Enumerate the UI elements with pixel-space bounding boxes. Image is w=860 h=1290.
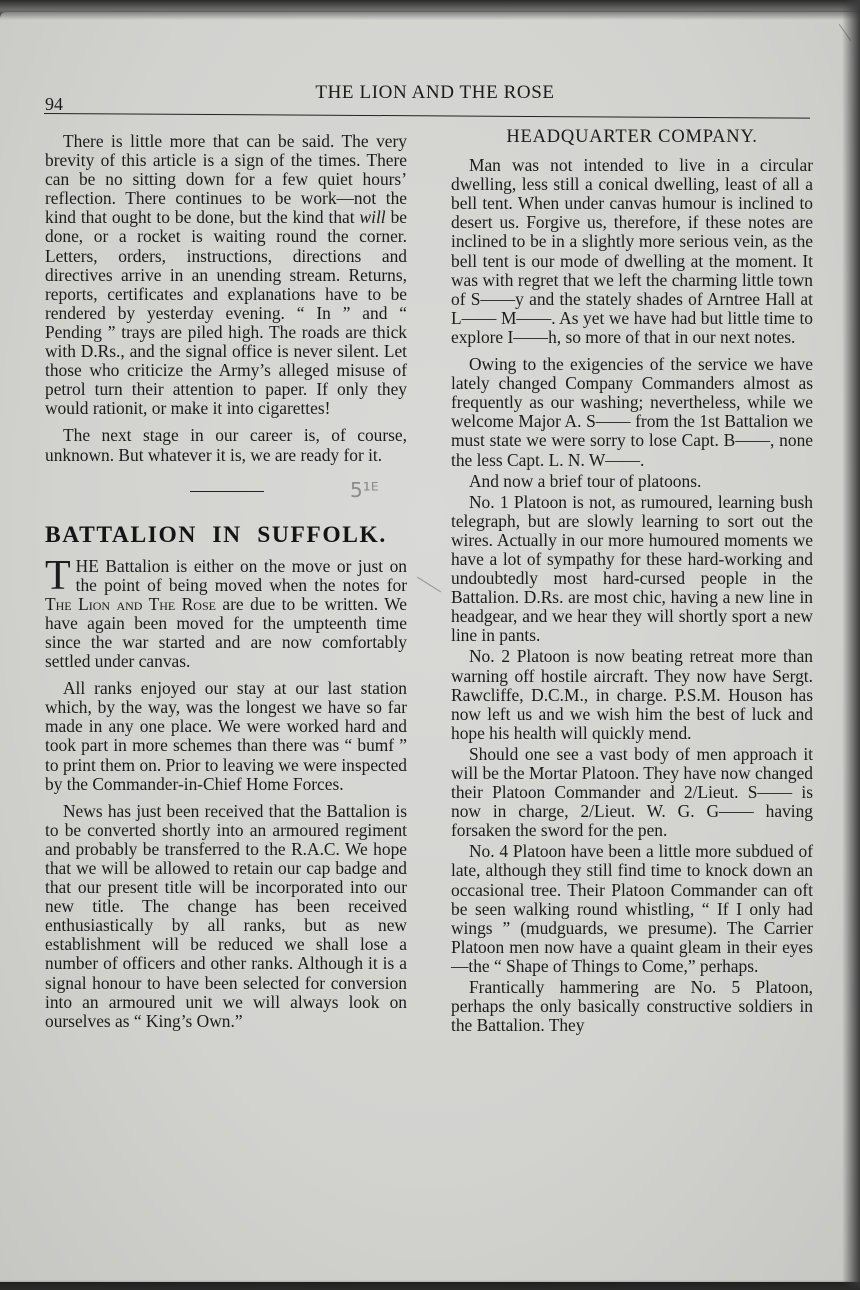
emphasis-will: will — [359, 207, 386, 228]
hq-paragraph: Owing to the exigencies of the service we have lately changed Company Commanders almost as frequently as our washing; nevertheless, while we welcome Major A. S—— from the 1st Battalion we must state we were sorry to lose Capt. B——, none the less Capt. L. N. W——. — [451, 354, 813, 470]
pencil-annotation: 5¹ᴱ — [350, 477, 379, 502]
hq-paragraph: Should one see a vast body of men approach it will be the Mortar Platoon. They have now changed their Platoon Commander and 2/Lieut. S—— is now in charge, 2/Lieut. W. G. G—— having forsaken the sword for the pen. — [451, 743, 813, 841]
hq-paragraph: Man was not intended to live in a circular dwelling, less still a conical dwelling, least of all a bell tent. When under canvas humour is inclined to desert us. Forgive us, therefore, if these notes are inclined to be in a slightly more serious vein, as the bell tent is our mode of dwelling at the moment. It was with regret that we left the charming little town of S——y and the stately shades of Arntree Hall at L—— M——. As yet we have had but little time to explore I——h, so more of that in our next notes. — [451, 155, 813, 347]
right-column — [451, 128, 813, 1035]
section-first-paragraph — [45, 552, 407, 672]
section-divider — [190, 491, 264, 492]
hq-paragraph: And now a brief tour of platoons. — [469, 470, 702, 491]
intro-text-1: There is little more that can be said. The very brevity of this article is a sign of the times. There can be no sitting down for a few quiet hours’ reflection. There continues to be work—not the kind that ought to be done, but the kind that — [45, 131, 407, 228]
section-heading-battalion: BATTALION IN SUFFOLK. — [45, 521, 387, 548]
section-paragraph: All ranks enjoyed our stay at our last station which, by the way, was the longest we have so far made in any one place. We were worked hard and took part in more schemes than there was “ bumf ” to print them on. Prior to leaving we were inspected by the Commander-in-Chief Home Forces. — [45, 678, 407, 794]
hq-paragraph: Frantically hammering are No. 5 Platoon, perhaps the only basically constructive soldiers in the Battalion. They — [451, 977, 813, 1036]
scan-top-edge — [0, 0, 860, 20]
intro-text-2: be done, or a rocket is waiting round the corner. Letters, orders, instructions, directions and directives arrive in an unending stream. Returns, reports, certificates and explanations have to be rendered by yesterday evening. “ In ” and “ Pending ” trays are piled high. The roads are thick with D.Rs., and the signal office is never silent. Let those who criticize the Army’s alleged misuse of petrol turn their attention to paper. If only they would rationit, or make it into cigarettes! — [45, 207, 407, 419]
page-number: 94 — [45, 94, 63, 114]
publication-title-smallcaps: The Lion and The Rose — [45, 593, 216, 614]
first-para-lead: HE Battalion is either on the move or just on the point of being moved when the notes for — [75, 555, 407, 595]
section-divider-row — [45, 479, 407, 509]
scan-right-edge — [842, 0, 860, 1290]
intro-paragraph-1 — [45, 132, 407, 418]
header-rule — [44, 113, 810, 119]
first-para-tail: are due to be written. We have again been moved for the umpteenth time since the war started and are now comfortably settled under canvas. — [45, 593, 407, 672]
hq-paragraph: No. 2 Platoon is now beating retreat more than warning off hostile aircraft. They now have Sergt. Rawcliffe, D.C.M., in charge. P.S.M. Houson has now left us and we wish him the best of luck and hope his health will quickly mend. — [451, 646, 813, 743]
hq-paragraph: No. 4 Platoon have been a little more subdued of late, although they still find time to knock down an occasional tree. Their Platoon Commander can oft be seen walking round whistling, “ If I only had wings ” (mudguards, we presume). The Carrier Platoon men now have a quaint gleam in their eyes—the “ Shape of Things to Come,” perhaps. — [451, 841, 813, 976]
scan-bottom-edge — [0, 1280, 860, 1290]
drop-cap: T — [45, 552, 71, 599]
book-page — [0, 12, 860, 1282]
left-column — [45, 132, 407, 1031]
pencil-stroke — [417, 577, 441, 593]
section-heading-headquarter: HEADQUARTER COMPANY. — [506, 127, 758, 147]
closing-paragraph: The next stage in our career is, of course, unknown. But whatever it is, we are ready for it. — [45, 425, 407, 465]
running-title: THE LION AND THE ROSE — [315, 82, 555, 103]
hq-paragraph: No. 1 Platoon is not, as rumoured, learning bush telegraph, but are slowly learning to sort out the wires. Actually in our more humoured moments we have a lot of sympathy for these hard-working and undoubtedly most hard-cursed people in the Battalion. D.Rs. are most chic, having a new line in headgear, and we hear they will shortly sport a new line in pants. — [451, 491, 813, 646]
section-paragraph: News has just been received that the Battalion is to be converted shortly into an armoured regiment and probably be transferred to the R.A.C. We hope that we will be allowed to retain our cap badge and that our present title will be incorporated into our new title. The change has been received enthusiastically by all ranks, but as new establishment will be reduced we shall lose a number of officers and other ranks. Although it is a signal honour to have been selected for conversion into an armoured unit we will always look on ourselves as “ King’s Own.” — [45, 800, 407, 1031]
